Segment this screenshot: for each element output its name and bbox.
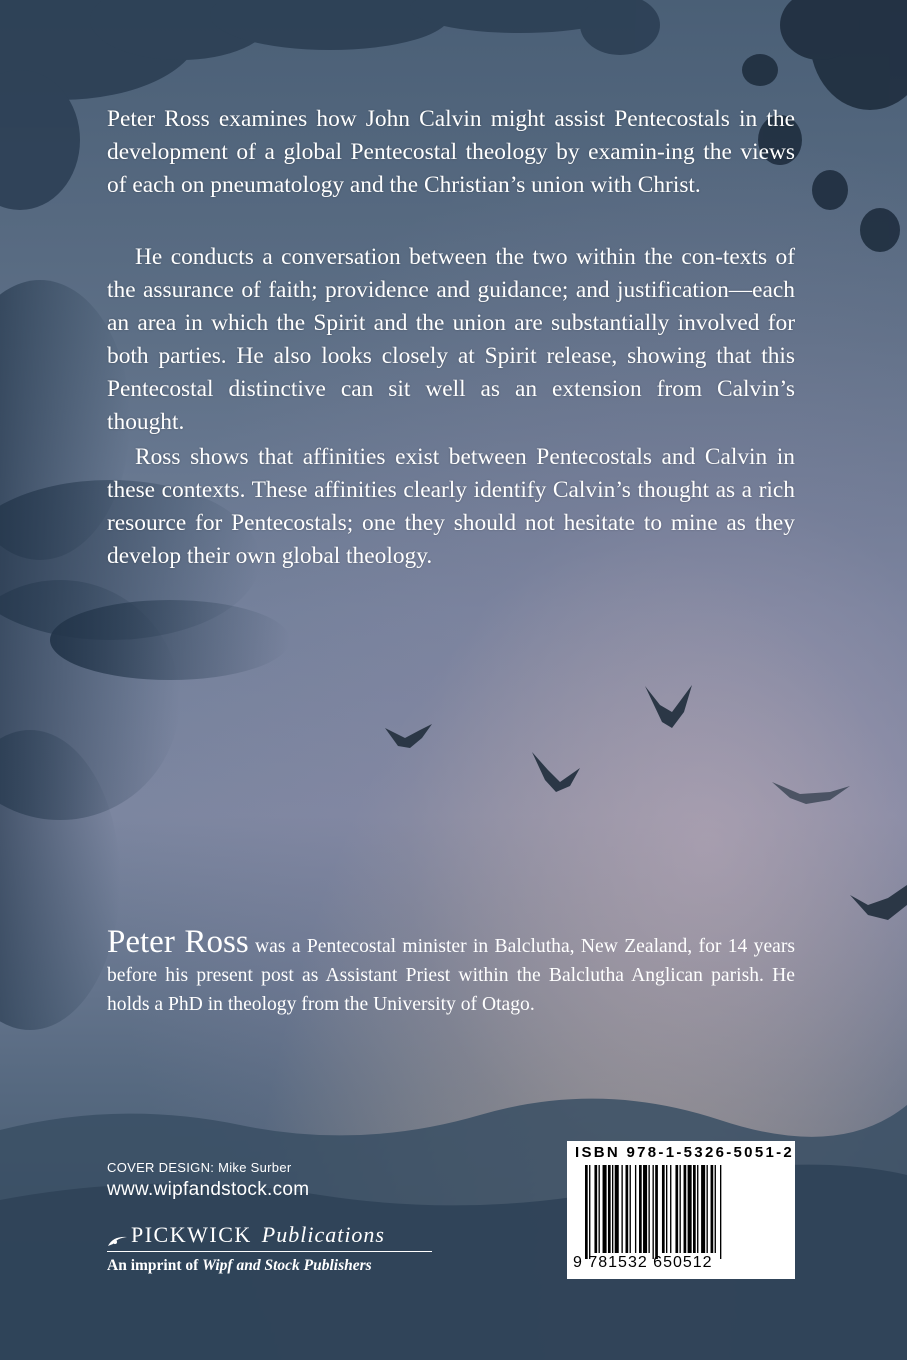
barcode-bar [670,1165,671,1253]
bird-icon [385,724,432,748]
barcode-bar [675,1165,678,1253]
barcode-bar [612,1165,613,1253]
author-bio [107,924,795,1019]
barcode-bar [639,1165,642,1253]
barcode-bar [715,1165,716,1253]
isbn-barcode [567,1141,795,1279]
blurb-paragraph-3: Ross shows that affinities exist between Pentecostals and Calvin in these contexts. These affinities clearly identify Calvin’s thought as a rich resource for Pentecostals; one they should not hesitate to mine as they develop their own global theology. [107,444,795,569]
barcode-bar [626,1165,629,1253]
barcode-bar [585,1165,588,1259]
birds [385,685,907,920]
bird-icon [532,752,580,792]
barcode-bar [697,1165,698,1253]
barcode-bar [589,1165,590,1259]
barcode-bar [680,1165,681,1253]
barcode-bar [688,1165,692,1253]
blurb-paragraph-2: He conducts a conversation between the two within the con-texts of the assurance of faith; providence and guidance; and justification—each an area in which the Spirit and the union are substantially involved for both parties. He also looks closely at Spirit release, showing that this Pentecostal distinctive can sit well as an extension from Calvin’s thought. [107,244,795,435]
barcode-bar [707,1165,708,1253]
isbn-label: ISBN 978-1-5326-5051-2 [575,1144,795,1161]
publisher-block [107,1222,432,1275]
barcode-bar [666,1165,667,1253]
publisher-name-row [107,1222,432,1252]
author-name: Peter Ross [107,924,249,960]
publisher-website[interactable]: www.wipfandstock.com [107,1179,310,1200]
barcode-bar [608,1165,611,1253]
barcode-bar [615,1165,619,1253]
barcode-bar [603,1165,607,1253]
barcode-digits: 9 781532 650512 [573,1254,713,1271]
barcode-bar [643,1165,647,1253]
barcode-bar [720,1165,721,1259]
credits [107,1160,309,1201]
barcode-bar [594,1165,597,1253]
pickwick-swoosh-icon [107,1234,129,1248]
imprint-line [107,1257,432,1275]
bird-icon [772,782,850,804]
cover-design-credit: COVER DESIGN: Mike Surber [107,1160,292,1175]
barcode-bar [599,1165,600,1253]
barcode-bar [655,1165,658,1259]
publisher-name: PICKWICK [131,1222,252,1247]
barcode-bar [701,1165,705,1253]
barcode-bar [630,1165,631,1253]
barcode-bar [621,1165,622,1253]
barcode-bar [653,1165,654,1259]
barcode-bar [711,1165,714,1253]
bird-icon [645,685,692,728]
imprint-publisher: Wipf and Stock Publishers [202,1257,372,1274]
blurb-paragraph-1: Peter Ross examines how John Calvin might assist Pentecostals in the development of a global Pentecostal theology by examin-ing the views of each on pneumatology and the Christian’s union with Christ. [107,106,795,198]
bird-icon [850,885,907,920]
author-bio-text: was a Pentecostal minister in Balclutha, New Zealand, for 14 years before his present post as Assistant Priest within the Balclutha Anglican parish. He holds a PhD in theology from the University of Otago. [107,936,795,1015]
barcode-bar [662,1165,665,1253]
barcode-bar [648,1165,649,1253]
publisher-publications: Publications [261,1222,385,1247]
barcode-bar [684,1165,687,1253]
imprint-prefix: An imprint of [107,1257,203,1274]
barcode-bar [693,1165,696,1253]
barcode-bar [635,1165,636,1253]
